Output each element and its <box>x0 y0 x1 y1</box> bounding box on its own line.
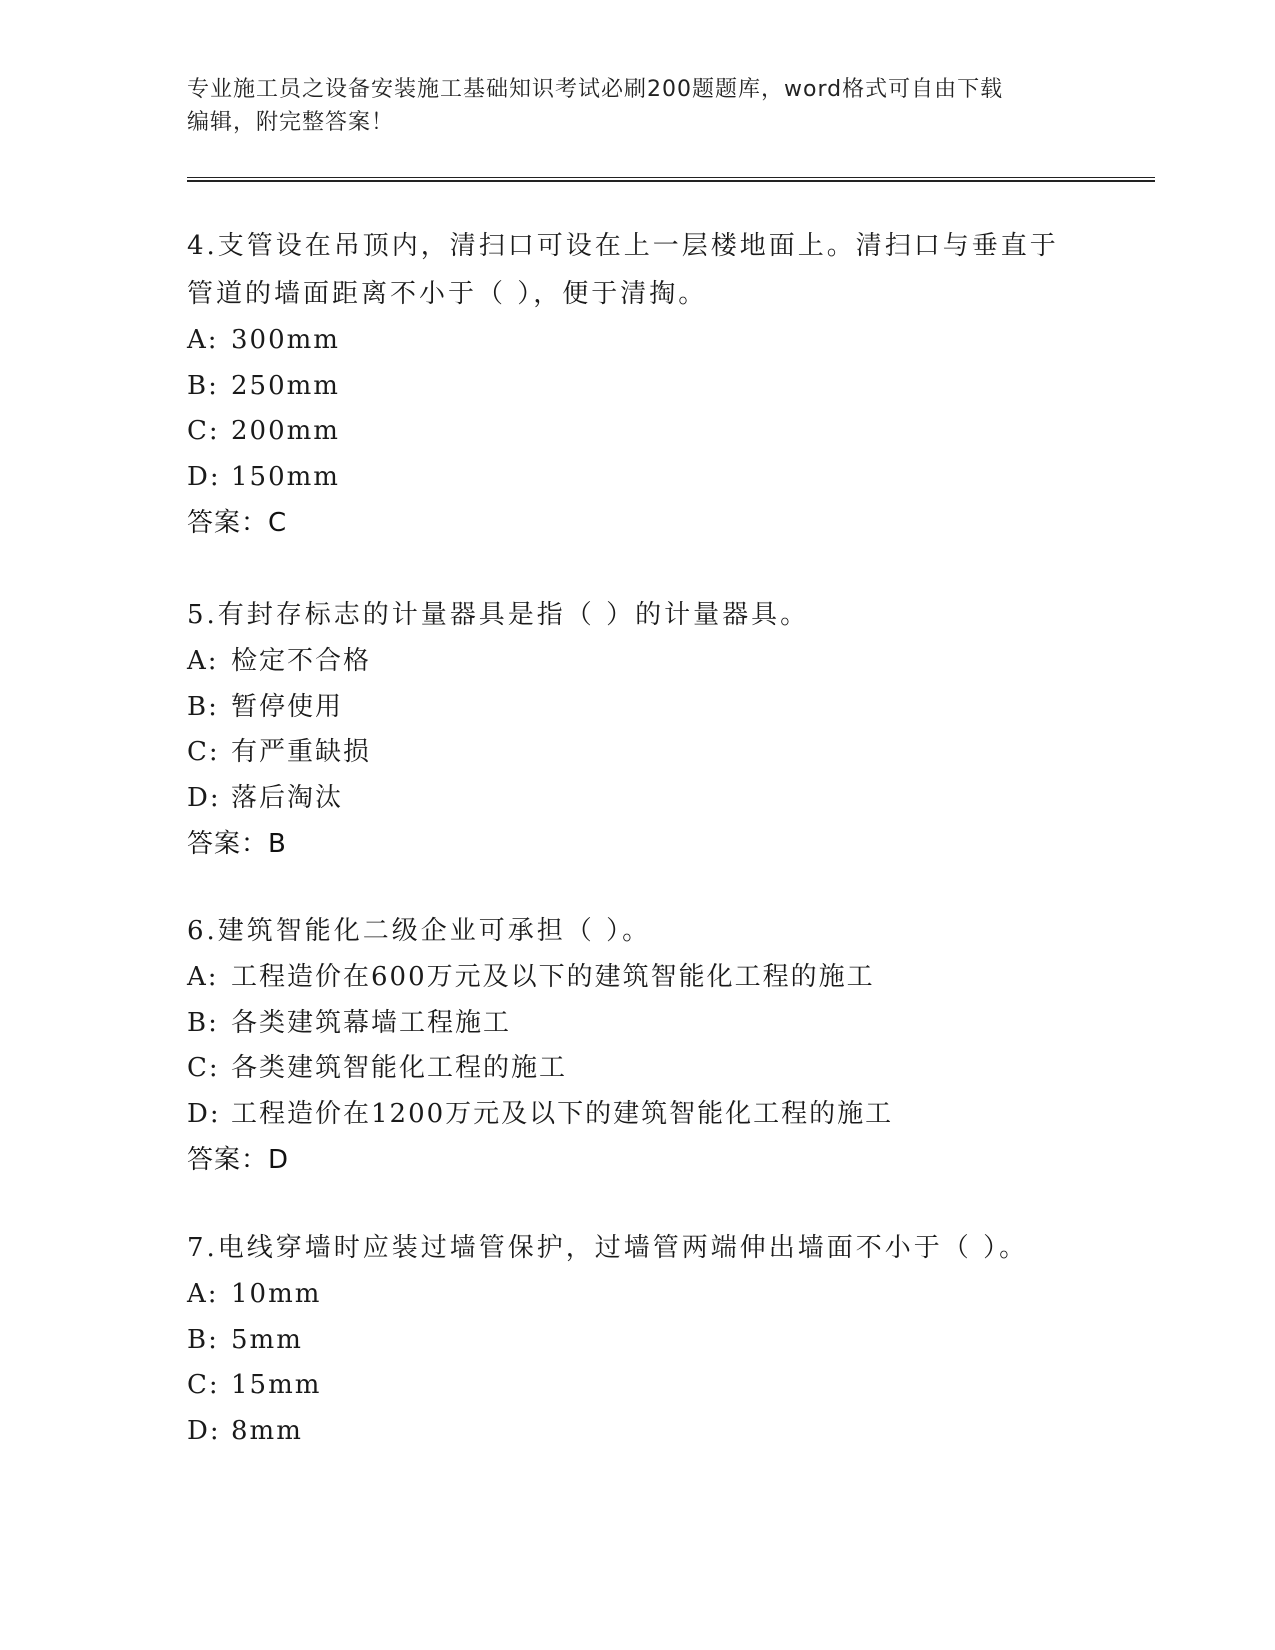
question-text-line-1: 5.有封存标志的计量器具是指（ ）的计量器具。 <box>187 600 810 630</box>
document-header <box>187 73 1087 139</box>
option-letter: C: <box>187 416 220 446</box>
option-c <box>187 409 1117 455</box>
option-text: 250mm <box>231 370 340 401</box>
option-letter: B: <box>187 370 219 401</box>
option-text: 工程造价在600万元及以下的建筑智能化工程的施工 <box>231 962 875 992</box>
option-letter: C: <box>187 1370 220 1400</box>
option-letter: A: <box>187 646 219 676</box>
option-letter: D: <box>187 461 221 492</box>
option-d <box>187 776 1117 822</box>
option-letter: A: <box>187 325 219 355</box>
header-divider <box>187 177 1155 182</box>
option-letter: C: <box>187 737 220 767</box>
option-letter: B: <box>187 1324 219 1355</box>
option-a <box>187 639 1117 685</box>
option-text: 10mm <box>231 1279 322 1309</box>
header-title-line-2: 编辑，附完整答案！ <box>187 110 395 135</box>
option-b <box>187 1318 1117 1364</box>
option-c <box>187 730 1117 776</box>
question-text <box>187 222 1117 318</box>
answer: 答案：C <box>187 508 288 538</box>
option-text: 落后淘汰 <box>231 782 344 813</box>
question-4 <box>187 222 1117 546</box>
option-text: 5mm <box>231 1324 303 1355</box>
answer: 答案：B <box>187 829 287 859</box>
option-text: 150mm <box>231 461 340 492</box>
question-text-line-1: 7.电线穿墙时应装过墙管保护，过墙管两端伸出墙面不小于（ ）。 <box>187 1233 1029 1263</box>
option-text: 暂停使用 <box>231 691 344 722</box>
option-text: 有严重缺损 <box>231 737 372 767</box>
option-text: 工程造价在1200万元及以下的建筑智能化工程的施工 <box>231 1098 894 1129</box>
option-letter: A: <box>187 1279 219 1309</box>
option-letter: D: <box>187 782 221 813</box>
option-text: 300mm <box>231 325 340 355</box>
option-c <box>187 1363 1117 1409</box>
answer: 答案：D <box>187 1145 290 1175</box>
question-6 <box>187 907 1117 1183</box>
option-text: 15mm <box>231 1370 322 1400</box>
header-title-line-1: 专业施工员之设备安装施工基础知识考试必刷200题题库，word格式可自由下载 <box>187 77 1004 102</box>
question-text <box>187 907 1117 955</box>
option-text: 检定不合格 <box>231 646 372 676</box>
option-b <box>187 1001 1117 1047</box>
question-7 <box>187 1224 1117 1454</box>
question-text-line-1: 4.支管设在吊顶内，清扫口可设在上一层楼地面上。清扫口与垂直于 <box>187 231 1059 261</box>
option-b <box>187 364 1117 410</box>
option-c <box>187 1046 1117 1092</box>
question-5 <box>187 591 1117 867</box>
option-d <box>187 1409 1117 1455</box>
question-text-line-2: 管道的墙面距离不小于（ ），便于清掏。 <box>187 279 708 309</box>
option-text: 各类建筑智能化工程的施工 <box>231 1053 568 1083</box>
option-letter: D: <box>187 1098 221 1129</box>
option-letter: B: <box>187 691 219 722</box>
option-a <box>187 1272 1117 1318</box>
option-text: 各类建筑幕墙工程施工 <box>231 1007 512 1038</box>
option-letter: B: <box>187 1007 219 1038</box>
option-letter: C: <box>187 1053 220 1083</box>
option-b <box>187 685 1117 731</box>
question-text-line-1: 6.建筑智能化二级企业可承担（ ）。 <box>187 916 652 946</box>
option-text: 8mm <box>231 1415 303 1446</box>
option-a <box>187 955 1117 1001</box>
option-d <box>187 455 1117 501</box>
question-text <box>187 1224 1117 1272</box>
option-text: 200mm <box>231 416 340 446</box>
option-letter: D: <box>187 1415 221 1446</box>
option-letter: A: <box>187 962 219 992</box>
option-d <box>187 1092 1117 1138</box>
option-a <box>187 318 1117 364</box>
question-text <box>187 591 1117 639</box>
